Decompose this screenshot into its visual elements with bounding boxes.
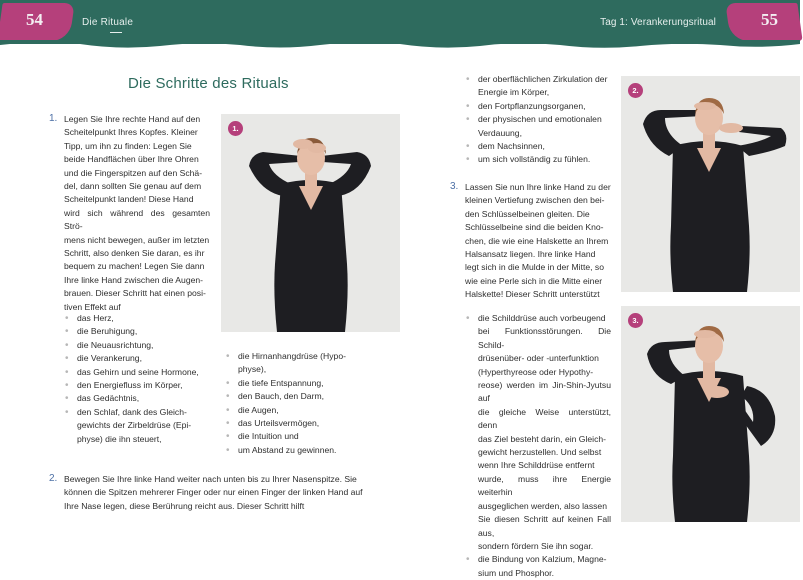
- woman-figure-illustration: [221, 114, 400, 332]
- photo-step-2: [621, 76, 800, 292]
- text-line: legt sich in die Mulde in der Mitte, so: [465, 262, 604, 273]
- list-item: • um Abstand zu gewinnen.: [225, 444, 365, 457]
- woman-figure-illustration: [621, 306, 800, 522]
- text-line: und die Fingerspitzen auf den Schä-: [64, 167, 203, 178]
- list-item: • die Neuausrichtung,: [64, 339, 209, 352]
- list-item: • die Augen,: [225, 404, 365, 417]
- step-1-text: [64, 113, 210, 314]
- section-title: Die Schritte des Rituals: [128, 75, 289, 92]
- list-item-continued: (Hyperthyreose oder Hypothy-: [478, 366, 594, 377]
- woman-figure-illustration: [621, 76, 800, 292]
- step-1-bullets-left: [64, 312, 209, 446]
- header-brush-edge: [0, 40, 800, 54]
- text-line: Schlüsselbeine sind die beiden Kno-: [465, 222, 604, 233]
- list-item-continued: physe),: [238, 364, 267, 375]
- list-item: • der physischen und emotionalen: [465, 113, 615, 126]
- page-header: [0, 0, 800, 44]
- list-item-continued: reose) werden im Jin-Shin-Jyutsu auf: [478, 380, 611, 404]
- text-line: den Schlüsselbeinen gleiten. Die: [465, 208, 590, 219]
- step-3-bullets: [465, 312, 611, 580]
- photo-badge: 3.: [628, 313, 643, 328]
- list-item: • den Schlaf, dank des Gleich-: [64, 406, 209, 419]
- list-item-continued: gewichts der Zirbeldrüse (Epi-: [77, 420, 192, 431]
- text-line: beide Handflächen über Ihre Ohren: [64, 154, 199, 165]
- text-line: Lassen Sie nun Ihre linke Hand zu der: [465, 182, 611, 192]
- list-item-continued: physe) die ihn steuert,: [77, 433, 162, 444]
- text-line: Ihre Nase legen, diese Berührung reicht aus. Dieser Schritt hilft: [64, 500, 305, 511]
- photo-badge: 2.: [628, 83, 643, 98]
- list-item: • das Herz,: [64, 312, 209, 325]
- text-line: del, dann sollten Sie genau auf dem: [64, 181, 202, 192]
- text-line: wird sich während des gesamten Strö-: [64, 207, 210, 232]
- text-line: Ihre linke Hand zwischen die Augen-: [64, 274, 204, 285]
- step-3-number: 3.: [450, 181, 459, 192]
- text-line: Schritt, also denken Sie daran, es ihr: [64, 248, 205, 259]
- text-line: brauen. Dieser Schritt hat einen posi-: [64, 288, 206, 299]
- text-line: können die Spitzen mehrerer Finger oder nur einen Finger der linken Hand auf: [64, 487, 363, 498]
- list-item: • die Beruhigung,: [64, 325, 209, 338]
- list-item: • die Schilddrüse auch vorbeugend: [465, 312, 611, 325]
- text-line: Halsansatz liegen. Ihre linke Hand: [465, 249, 596, 260]
- step-2-number: 2.: [49, 473, 58, 484]
- list-item: • die Hirnanhangdrüse (Hypo-: [225, 350, 365, 363]
- step-3-text: [465, 181, 611, 302]
- running-head-right: Tag 1: Verankerungsritual: [600, 17, 716, 28]
- list-item-continued: sium und Phosphor.: [478, 567, 554, 578]
- list-item: • um sich vollständig zu fühlen.: [465, 153, 615, 166]
- list-item-continued: die gleiche Weise unterstützt, denn: [478, 406, 611, 431]
- step-2-text: [64, 473, 364, 513]
- list-item: • die Verankerung,: [64, 352, 209, 365]
- text-line: Halskette! Dieser Schritt unterstützt: [465, 289, 600, 300]
- list-item-continued: drüsenüber- oder -unterfunktion: [478, 353, 599, 364]
- text-line: tiven Effekt auf: [64, 301, 121, 312]
- list-item: • den Energiefluss im Körper,: [64, 379, 209, 392]
- step-1-number: 1.: [49, 113, 58, 124]
- list-item: • dem Nachsinnen,: [465, 140, 615, 153]
- list-item: • die tiefe Entspannung,: [225, 377, 365, 390]
- photo-badge: 1.: [228, 121, 243, 136]
- text-line: Scheitelpunkt landen! Diese Hand: [64, 194, 194, 205]
- page-number-left: 54: [26, 10, 43, 29]
- list-item-continued: wenn Ihre Schilddrüse entfernt: [478, 460, 595, 471]
- step-2-bullets: [465, 73, 615, 167]
- text-line: wie eine Perle sich in die Mitte einer: [465, 275, 603, 286]
- text-line: Tipp, um ihn zu finden: Legen Sie: [64, 140, 192, 151]
- list-item-continued: Sie diesen Schritt auf keinen Fall aus,: [478, 514, 611, 538]
- list-item-continued: Verdauung,: [478, 127, 522, 138]
- text-line: mens nicht bewegen, außer im letzten: [64, 234, 210, 245]
- running-head-left: Die Rituale: [82, 17, 134, 28]
- page-number-right: 55: [761, 10, 778, 29]
- list-item: • den Fortpflanzungsorganen,: [465, 100, 615, 113]
- text-line: Bewegen Sie Ihre linke Hand weiter nach unten bis zu Ihrer Nasenspitze. Sie: [64, 474, 357, 484]
- text-line: chen, die wie eine Halskette an Ihrem: [465, 235, 609, 246]
- list-item: • den Bauch, den Darm,: [225, 390, 365, 403]
- list-item-continued: das Ziel besteht darin, ein Gleich-: [478, 433, 607, 444]
- list-item: • das Gedächtnis,: [64, 392, 209, 405]
- text-line: Scheitelpunkt Ihres Kopfes. Kleiner: [64, 127, 198, 138]
- list-item-continued: wurde, muss ihre Energie weiterhin: [478, 473, 611, 498]
- list-item: • das Gehirn und seine Hormone,: [64, 366, 209, 379]
- list-item-continued: sondern fördern Sie ihn sogar.: [478, 540, 594, 551]
- text-line: Legen Sie Ihre rechte Hand auf den: [64, 114, 201, 124]
- photo-step-1: [221, 114, 400, 332]
- list-item-continued: ausgeglichen werden, also lassen: [478, 500, 607, 511]
- text-line: kleinen Vertiefung zwischen den bei-: [465, 195, 605, 206]
- list-item-continued: gewicht herzustellen. Und selbst: [478, 447, 602, 458]
- list-item-continued: bei Funktionsstörungen. Die Schild-: [478, 326, 611, 350]
- list-item: • das Urteilsvermögen,: [225, 417, 365, 430]
- step-1-bullets-right: [225, 350, 365, 457]
- list-item-continued: Energie im Körper,: [478, 87, 550, 98]
- list-item: • die Bindung von Kalzium, Magne-: [465, 553, 611, 566]
- text-line: bequem zu machen! Legen Sie dann: [64, 261, 205, 272]
- list-item: • die Intuition und: [225, 430, 365, 443]
- list-item: • der oberflächlichen Zirkulation der: [465, 73, 615, 86]
- photo-step-3: [621, 306, 800, 522]
